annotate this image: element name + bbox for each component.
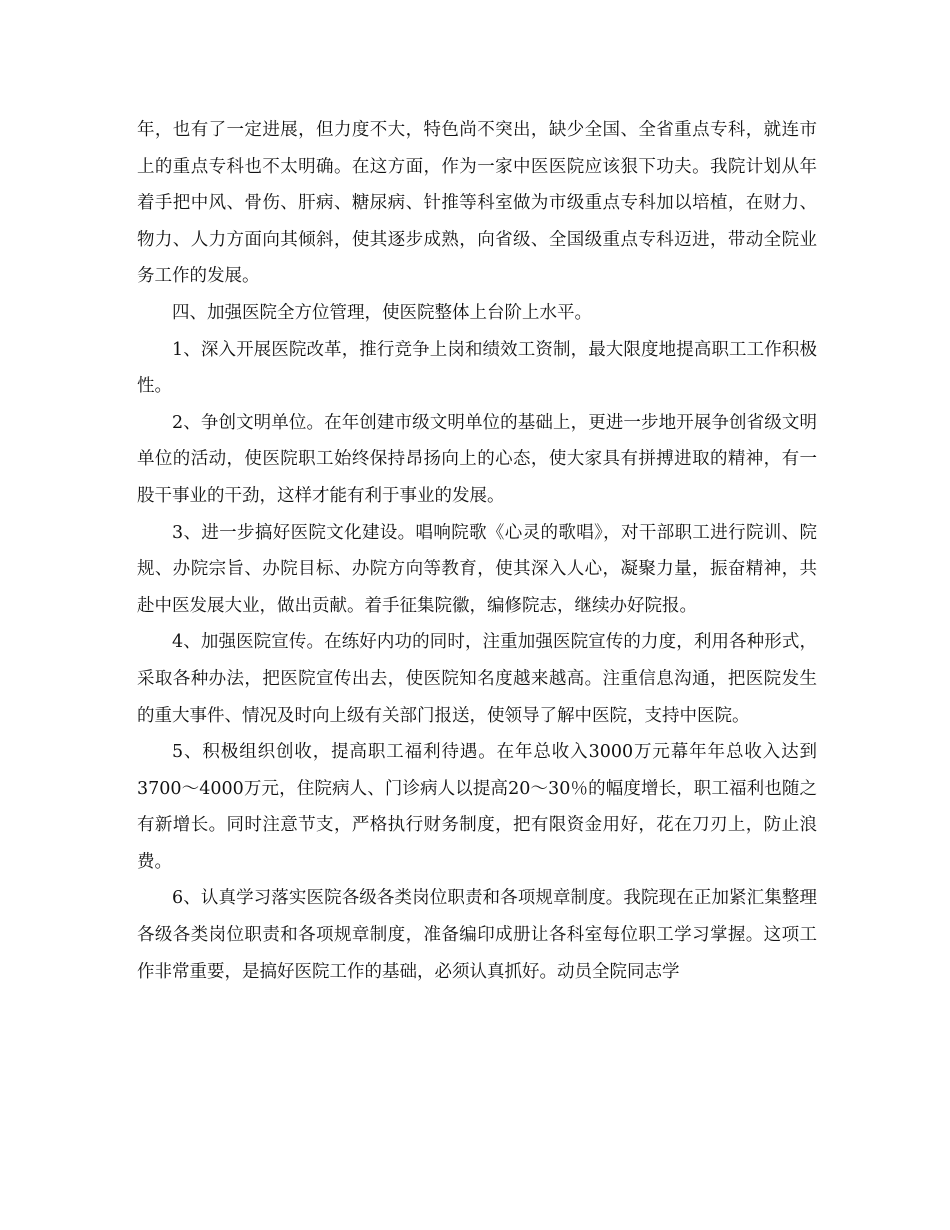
paragraph-item-4: 4、加强医院宣传。在练好内功的同时，注重加强医院宣传的力度，利用各种形式，采取各种办法，把医院宣传出去，使医院知名度越来越高。注重信息沟通，把医院发生的重大事件、情况及时向上级有关部门报送，使领导了解中医院，支持中医院。	[137, 632, 817, 726]
paragraph-item-1: 1、深入开展医院改革，推行竞争上岗和绩效工资制，最大限度地提高职工工作积极性。	[137, 339, 817, 397]
paragraph-item-6: 6、认真学习落实医院各级各类岗位职责和各项规章制度。我院现在正加紧汇集整理各级各类岗位职责和各项规章制度，准备编印成册让各科室每位职工学习掌握。这项工作非常重要，是搞好医院工作的基础，必须认真抓好。动员全院同志学	[137, 888, 817, 982]
paragraph-item-2: 2、争创文明单位。在年创建市级文明单位的基础上，更进一步地开展争创省级文明单位的活动，使医院职工始终保持昂扬向上的心态，使大家具有拼搏进取的精神，有一股干事业的干劲，这样才能有利于事业的发展。	[137, 412, 817, 506]
document-body	[137, 112, 817, 990]
paragraph-section-four-heading: 四、加强医院全方位管理，使医院整体上台阶上水平。	[172, 302, 592, 323]
paragraph-continuation: 年，也有了一定进展，但力度不大，特色尚不突出，缺少全国、全省重点专科，就连市上的重点专科也不太明确。在这方面，作为一家中医医院应该狠下功夫。我院计划从年着手把中风、骨伤、肝病、糖尿病、针推等科室做为市级重点专科加以培植，在财力、物力、人力方面向其倾斜，使其逐步成熟，向省级、全国级重点专科迈进，带动全院业务工作的发展。	[137, 120, 817, 287]
paragraph-item-3: 3、进一步搞好医院文化建设。唱响院歌《心灵的歌唱》，对干部职工进行院训、院规、办院宗旨、办院目标、办院方向等教育，使其深入人心，凝聚力量，振奋精神，共赴中医发展大业，做出贡献。着手征集院徽，编修院志，继续办好院报。	[137, 522, 817, 616]
paragraph-item-5: 5、积极组织创收，提高职工福利待遇。在年总收入3000万元幕年年总收入达到3700～4000万元，住院病人、门诊病人以提高20～30％的幅度增长，职工福利也随之有新增长。同时注意节支，严格执行财务制度，把有限资金用好，花在刀刃上，防止浪费。	[137, 742, 817, 872]
